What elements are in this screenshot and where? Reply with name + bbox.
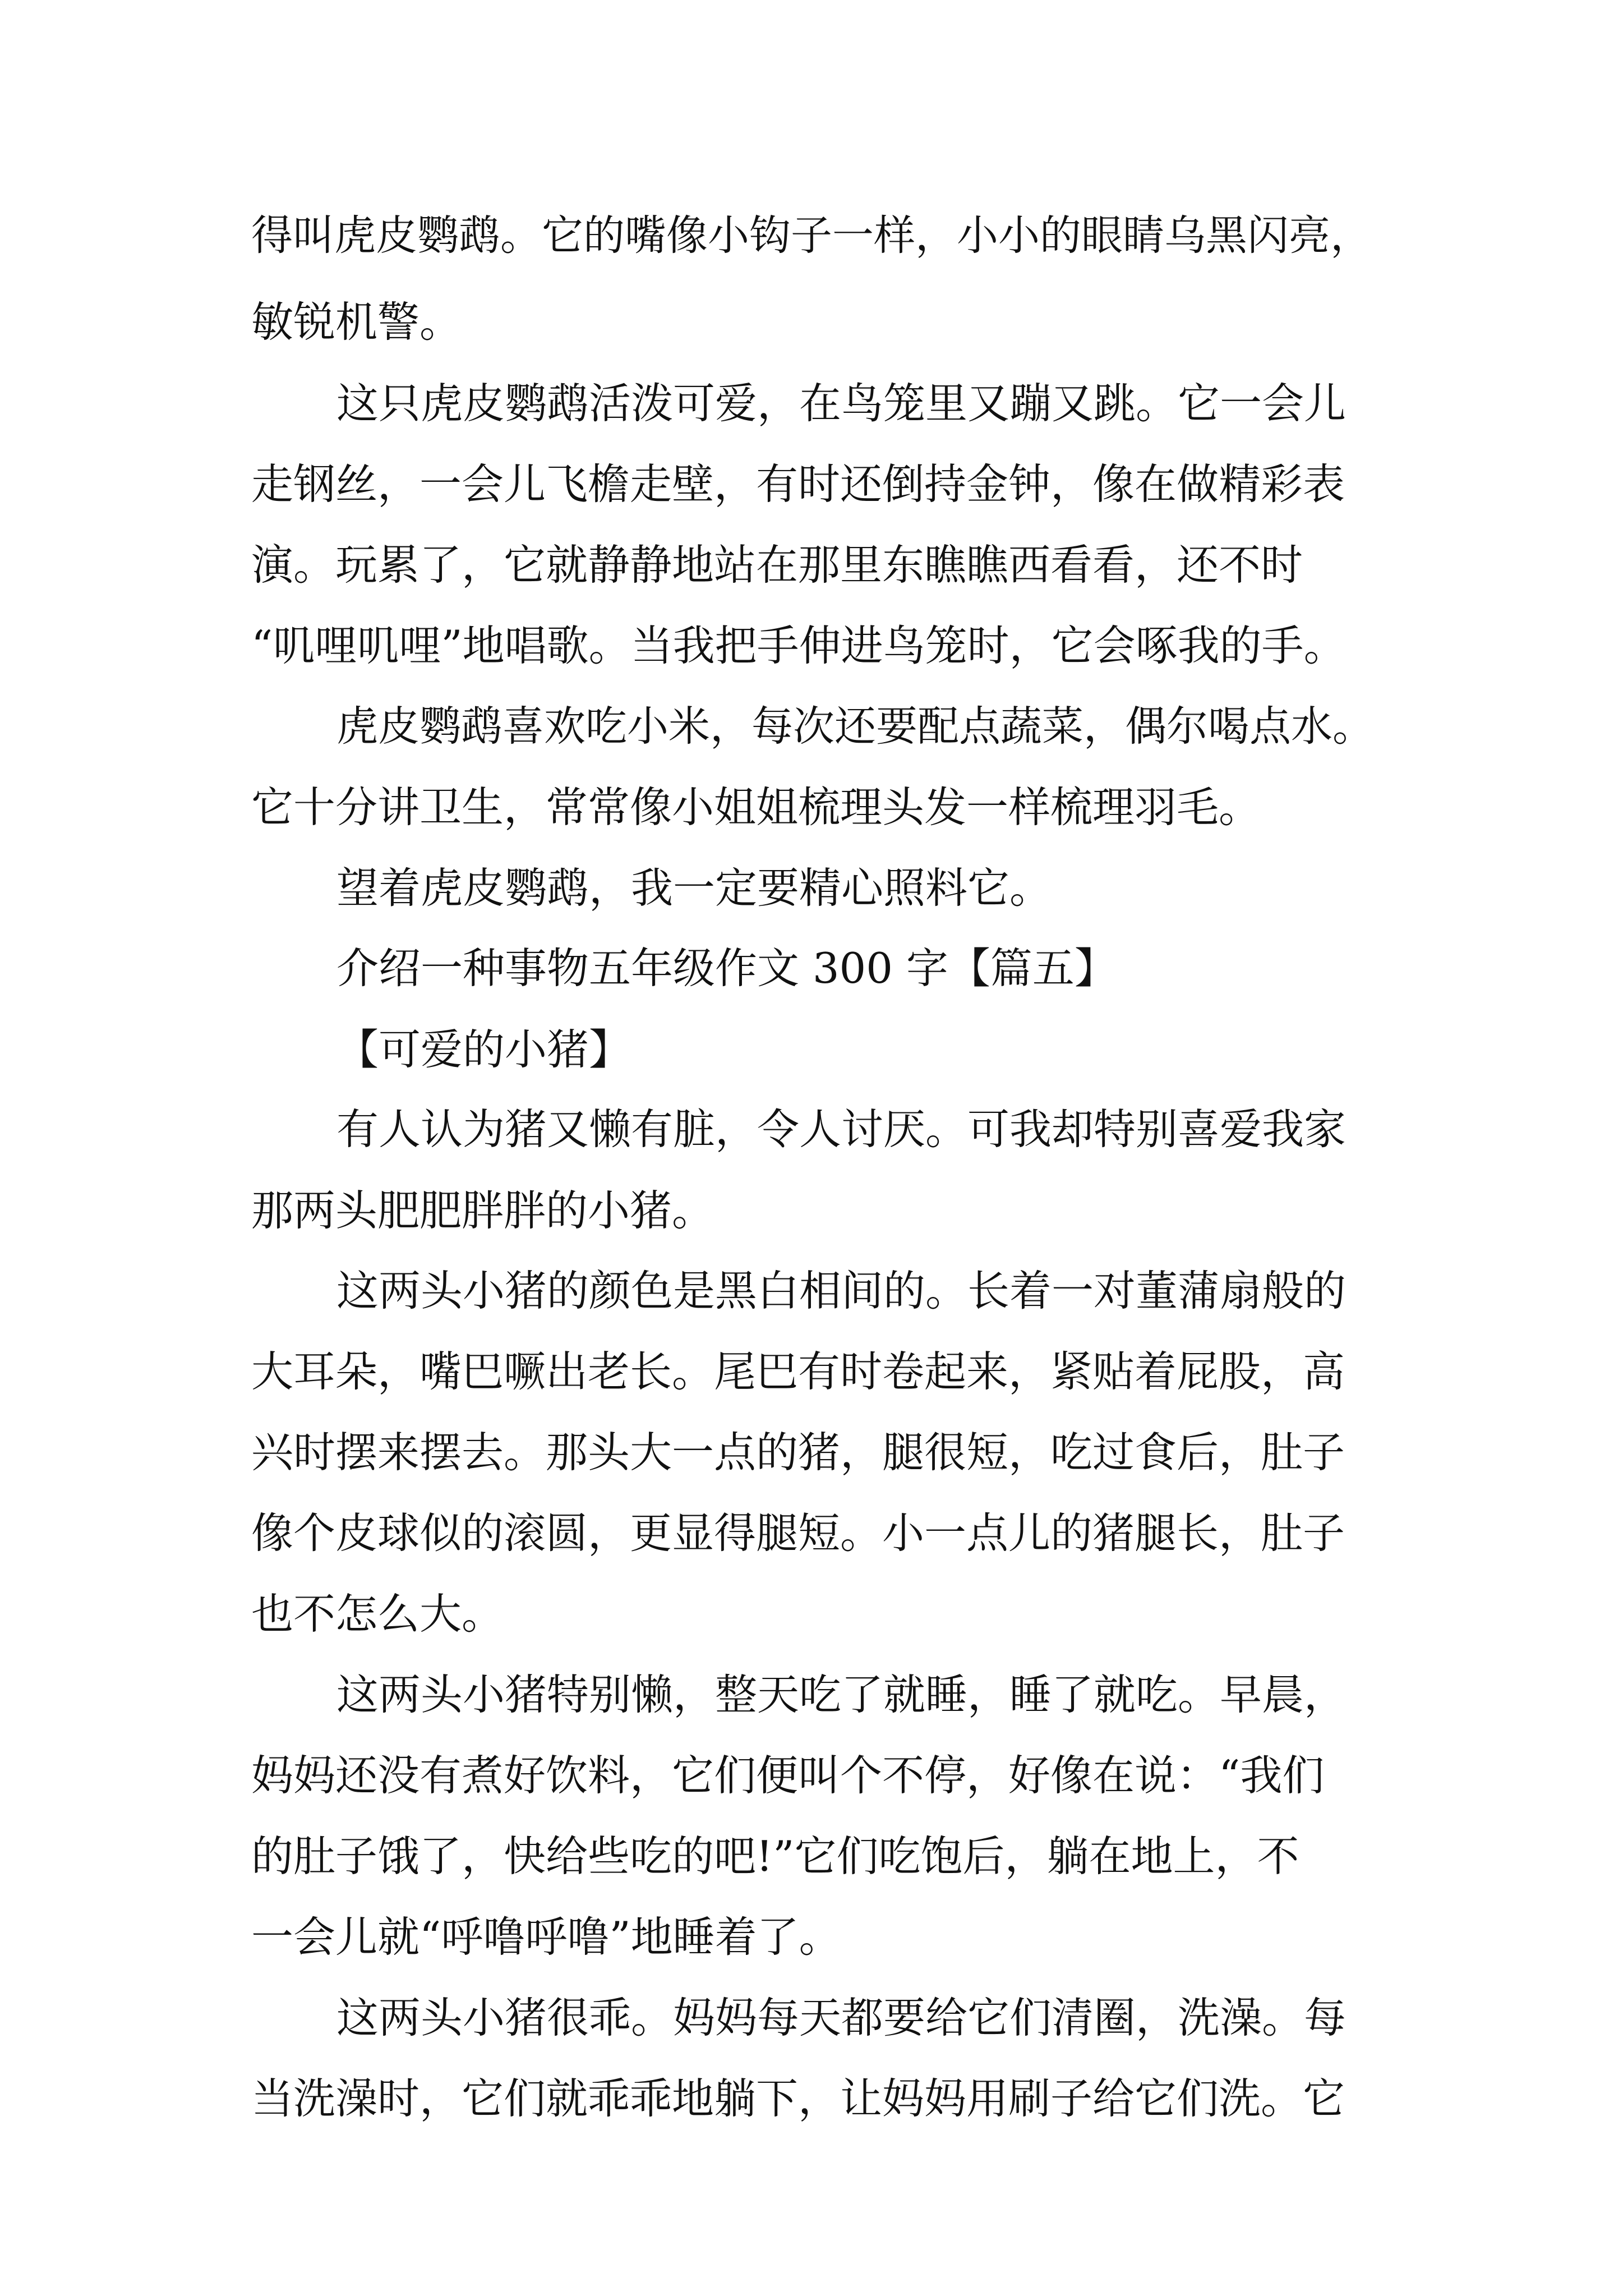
text-line: 当洗澡时，它们就乖乖地躺下，让妈妈用刷子给它们洗。它 [251, 2074, 1345, 2123]
text-line: 虎皮鹦鹉喜欢吃小米，每次还要配点蔬菜，偶尔喝点水。 [336, 702, 1374, 751]
text-line: 这两头小猪很乖。妈妈每天都要给它们清圈，洗澡。每 [336, 1993, 1347, 2042]
text-line: 大耳朵，嘴巴噘出老长。尾巴有时卷起来，紧贴着屁股，高 [251, 1347, 1345, 1396]
text-line: 它十分讲卫生，常常像小姐姐梳理头发一样梳理羽毛。 [251, 783, 1261, 832]
text-line: 望着虎皮鹦鹉，我一定要精心照料它。 [336, 863, 1052, 913]
text-line: 这两头小猪的颜色是黑白相间的。长着一对董蒲扇般的 [336, 1266, 1347, 1315]
text-line: “叽哩叽哩”地唱歌。当我把手伸进鸟笼时，它会啄我的手。 [251, 621, 1346, 670]
text-line: 也不怎么大。 [251, 1589, 504, 1639]
text-line: 的肚子饿了，快给些吃的吧!”它们吃饱后，躺在地上，不 [251, 1832, 1299, 1881]
text-line: 得叫虎皮鹦鹉。它的嘴像小钩子一样，小小的眼睛乌黑闪亮， [251, 211, 1372, 260]
text-line: 一会儿就“呼噜呼噜”地睡着了。 [251, 1912, 841, 1962]
section-heading: 介绍一种事物五年级作文 300 字【篇五】 [336, 944, 1117, 993]
essay-title: 【可爱的小猪】 [336, 1025, 631, 1074]
text-line: 兴时摆来摆去。那头大一点的猪，腿很短，吃过食后，肚子 [251, 1428, 1345, 1477]
text-line: 像个皮球似的滚圆，更显得腿短。小一点儿的猪腿长，肚子 [251, 1508, 1345, 1558]
text-line: 这只虎皮鹦鹉活泼可爱，在鸟笼里又蹦又跳。它一会儿 [336, 379, 1347, 428]
text-line: 演。玩累了，它就静静地站在那里东瞧瞧西看看，还不时 [251, 540, 1303, 590]
text-line: 走钢丝，一会儿飞檐走壁，有时还倒持金钟，像在做精彩表 [251, 459, 1345, 509]
text-line: 有人认为猪又懒有脏，令人讨厌。可我却特别喜爱我家 [336, 1105, 1347, 1154]
text-line: 这两头小猪特别懒，整天吃了就睡，睡了就吃。早晨， [336, 1670, 1347, 1719]
text-line: 那两头肥肥胖胖的小猪。 [251, 1186, 714, 1235]
text-line: 妈妈还没有煮好饮料，它们便叫个不停，好像在说：“我们 [251, 1751, 1325, 1800]
text-line: 敏锐机警。 [251, 297, 462, 347]
